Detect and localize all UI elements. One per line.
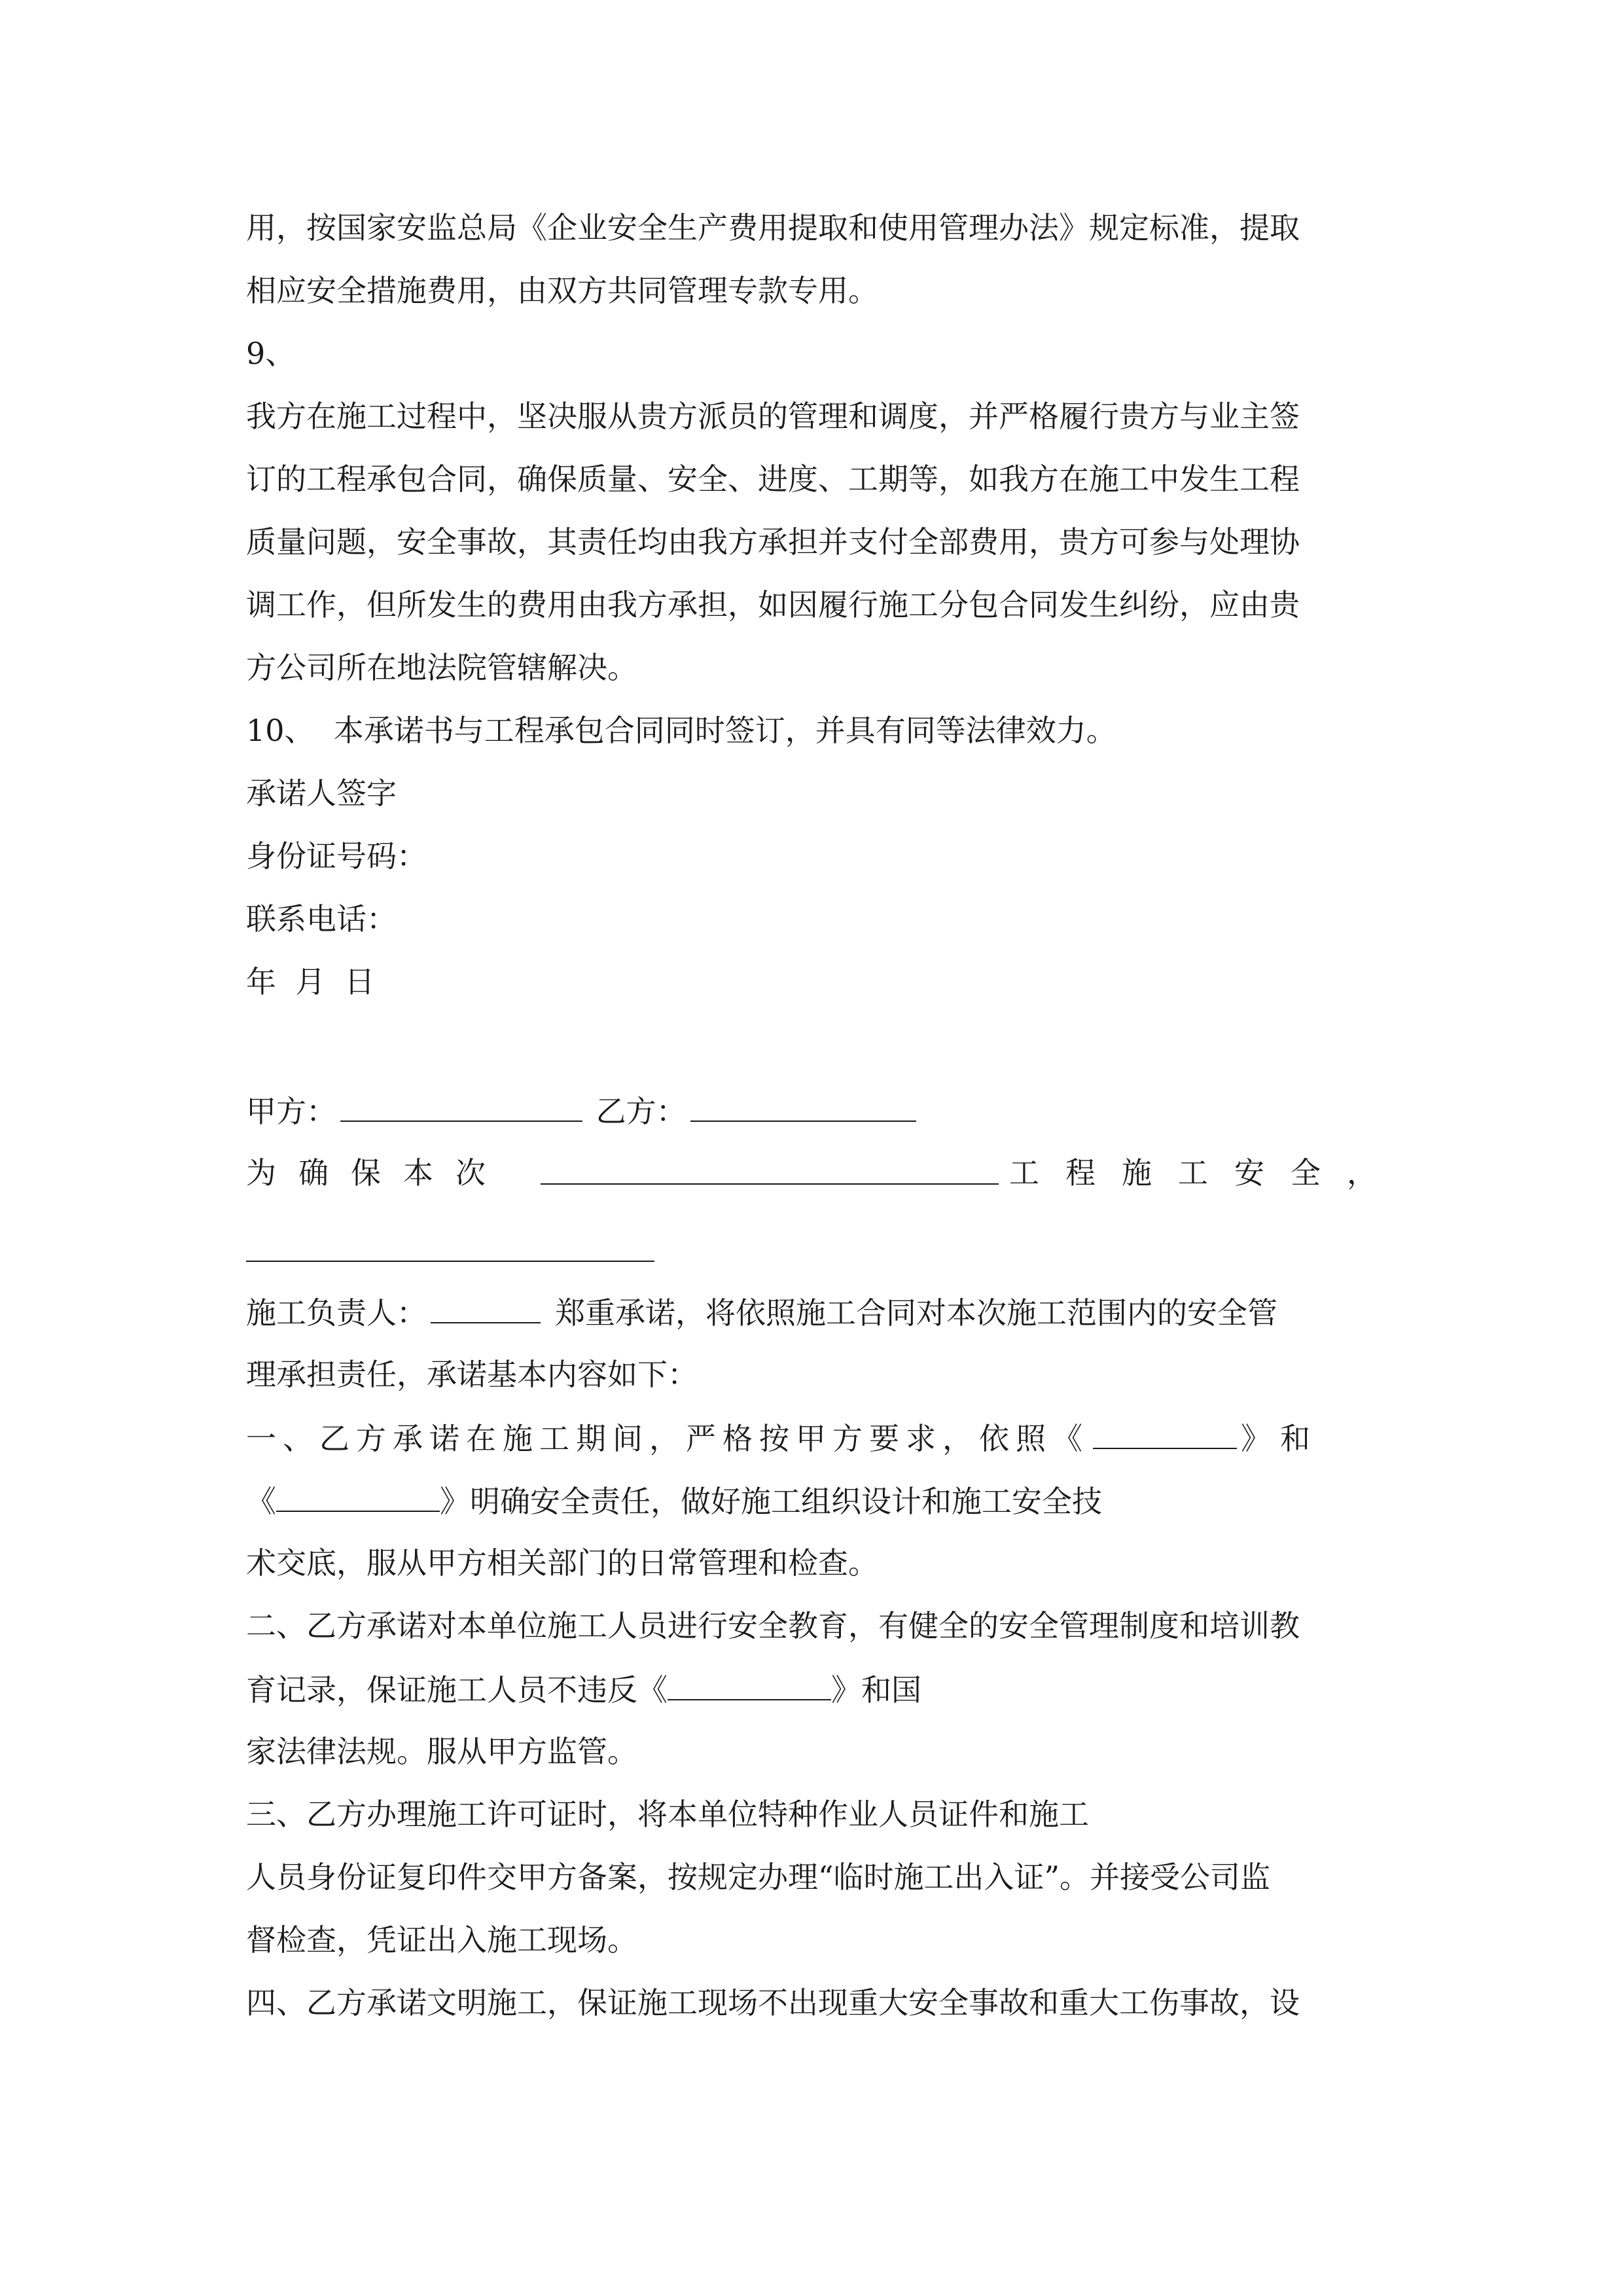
- paragraph-line: 二、乙方承诺对本单位施工人员进行安全教育，有健全的安全管理制度和培训教: [246, 1608, 1300, 1643]
- item-number: 9、: [246, 336, 296, 371]
- leader-prefix: 施工负责人：: [246, 1295, 427, 1331]
- party-a-blank[interactable]: [340, 1090, 582, 1122]
- paragraph-line: 四、乙方承诺文明施工，保证施工现场不出现重大安全事故和重大工伤事故，设: [246, 1985, 1300, 2020]
- paragraph-line: 术交底，服从甲方相关部门的日常管理和检查。: [246, 1545, 878, 1581]
- date-label: 年 月 日: [246, 964, 375, 999]
- item-10: 10、 本承诺书与工程承包合同同时签订，并具有同等法律效力。: [246, 713, 1116, 748]
- leader-blank[interactable]: [431, 1292, 541, 1323]
- section-1-rest: 》明确安全责任，做好施工组织设计和施工安全技: [440, 1484, 1102, 1519]
- section-1-suffix: 》和: [1241, 1421, 1319, 1456]
- paragraph-line: 调工作，但所发生的费用由我方承担，如因履行施工分包合同发生纠纷，应由贵: [246, 587, 1300, 622]
- section-1-line-2: [246, 1480, 1102, 1521]
- paragraph-line: 我方在施工过程中，坚决服从贵方派员的管理和调度，并严格履行贵方与业主签: [246, 399, 1300, 434]
- section-2-suffix: 》和国: [831, 1672, 921, 1708]
- paragraph-line: 家法律法规。服从甲方监管。: [246, 1734, 637, 1769]
- phone-label: 联系电话：: [246, 901, 397, 937]
- section-2-prefix: 育记录，保证施工人员不违反《: [246, 1672, 668, 1708]
- ensure-suffix: 工程施工安全，: [1009, 1155, 1403, 1191]
- party-a-label: 甲方：: [246, 1094, 336, 1129]
- regulation-blank-1[interactable]: [1093, 1418, 1237, 1449]
- project-name-blank[interactable]: [541, 1153, 999, 1185]
- party-b-blank[interactable]: [690, 1090, 916, 1122]
- regulation-blank-3[interactable]: [668, 1669, 831, 1700]
- open-quote: 《: [246, 1484, 276, 1519]
- paragraph-line: 质量问题，安全事故，其责任均由我方承担并支付全部费用，贵方可参与处理协: [246, 524, 1300, 560]
- id-number-label: 身份证号码：: [246, 838, 427, 874]
- leader-suffix: 郑重承诺，将依照施工合同对本次施工范围内的安全管: [555, 1295, 1277, 1331]
- section-2-line-2: [246, 1669, 921, 1710]
- section-1-line: [246, 1418, 1377, 1458]
- signer-label: 承诺人签字: [246, 776, 397, 811]
- paragraph-line: 用，按国家安监总局《企业安全生产费用提取和使用管理办法》规定标准，提取: [246, 210, 1300, 245]
- section-1-prefix: 一、乙方承诺在施工期间，严格按甲方要求，依照《: [246, 1421, 1089, 1456]
- paragraph-line: 三、乙方办理施工许可证时，将本单位特种作业人员证件和施工: [246, 1797, 1089, 1832]
- party-b-label: 乙方：: [596, 1094, 687, 1129]
- paragraph-line: 相应安全措施费用，由双方共同管理专款专用。: [246, 273, 878, 308]
- party-line: [246, 1090, 920, 1131]
- leader-line: [246, 1292, 1277, 1333]
- regulation-blank-2[interactable]: [276, 1480, 440, 1512]
- paragraph-line: 订的工程承包合同，确保质量、安全、进度、工期等，如我方在施工中发生工程: [246, 461, 1300, 497]
- paragraph-line: 理承担责任，承诺基本内容如下：: [246, 1357, 698, 1392]
- ensure-line: [246, 1153, 1403, 1193]
- contractor-blank[interactable]: [246, 1261, 654, 1262]
- ensure-prefix: 为确保本次: [246, 1155, 508, 1191]
- paragraph-line: 方公司所在地法院管辖解决。: [246, 650, 637, 685]
- paragraph-line: 人员身份证复印件交甲方备案，按规定办理“临时施工出入证”。并接受公司监: [246, 1859, 1271, 1895]
- paragraph-line: 督检查，凭证出入施工现场。: [246, 1922, 637, 1958]
